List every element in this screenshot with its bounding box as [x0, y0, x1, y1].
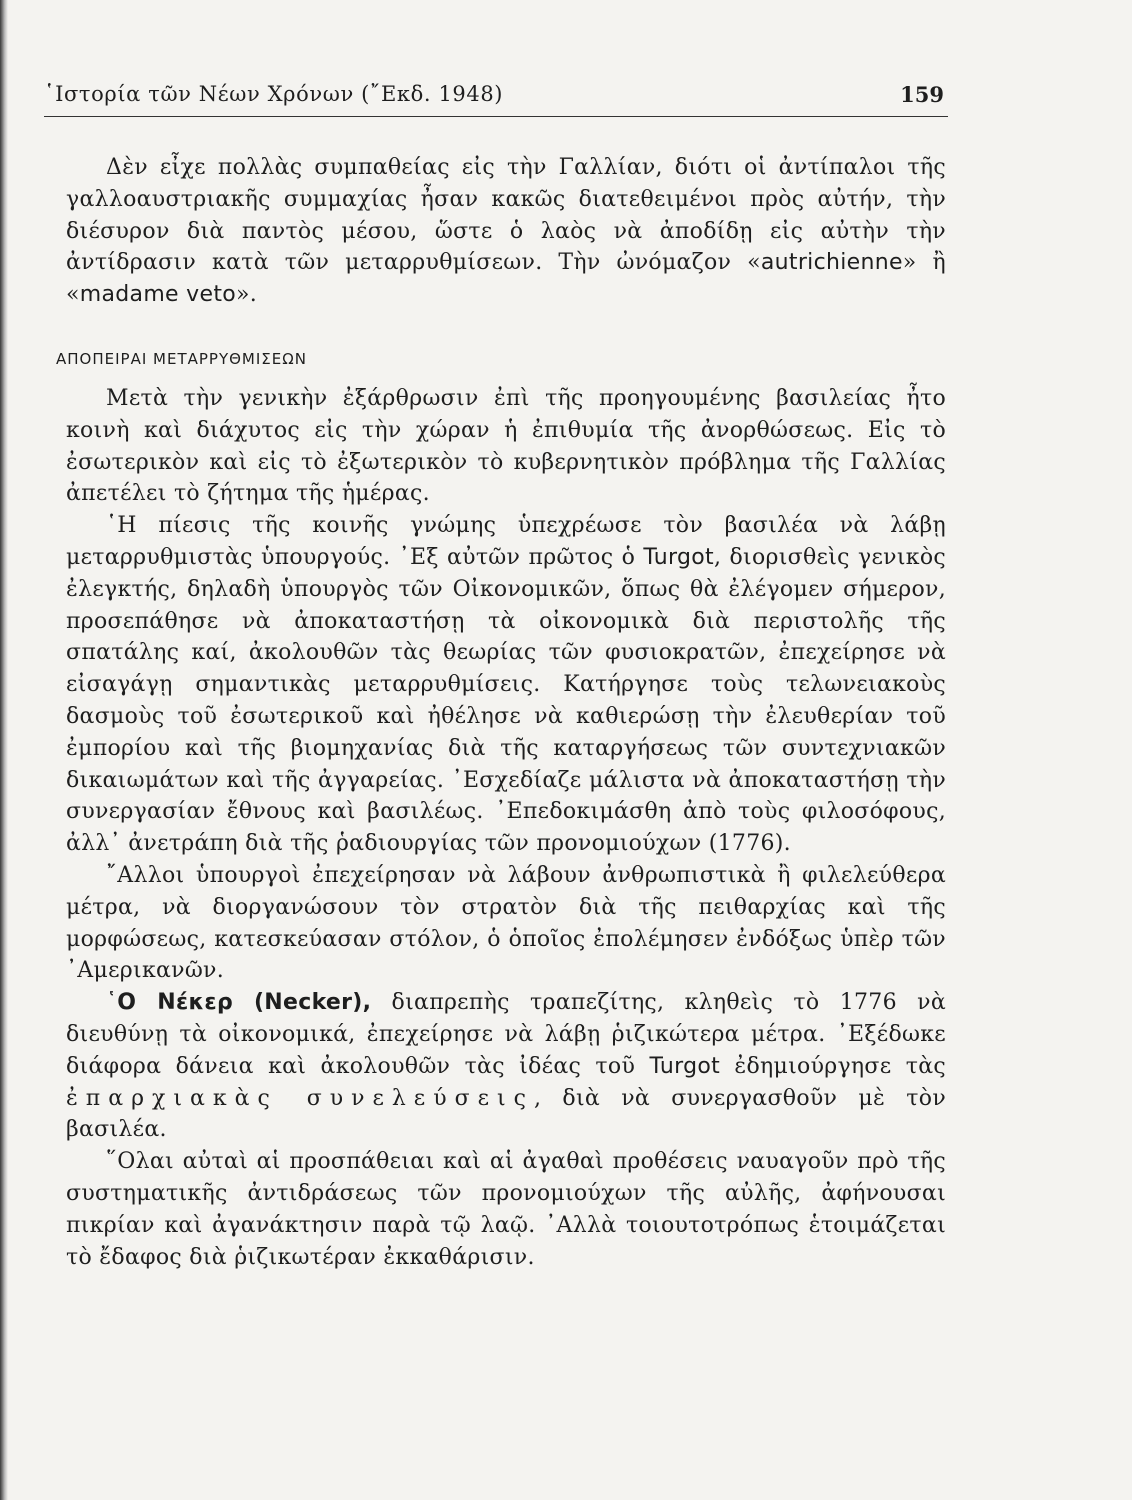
paragraph-turgot: ῾Η πίεσις τῆς κοινῆς γνώμης ὑπεχρέωσε τὸν βασιλέα νὰ λάβῃ μεταρρυθμιστὰς ὑπουργούς. ᾿Εξ αὐτῶν πρῶτος ὁ Turgot, διορισθεὶς γενικὸς ἐλεγκτής, δηλαδὴ ὑπουργὸς τῶν Οἰκονομικῶν, ὅπως θὰ ἐλέγομεν σήμερον, προσεπάθησε νὰ ἀποκαταστήσῃ τὰ οἰκονομικὰ διὰ περιστολῆς τῆς σπατάλης καί, ἀκολουθῶν τὰς θεωρίας τῶν φυσιοκρατῶν, ἐπεχείρησε νὰ εἰσαγάγῃ σημαντικὰς μεταρρυθμίσεις. Κατήργησε τοὺς τελωνειακοὺς δασμοὺς τοῦ ἐσωτερικοῦ καὶ ἠθέλησε νὰ καθιερώσῃ τὴν ἐλευθερίαν τοῦ ἐμπορίου καὶ τῆς βιομηχανίας διὰ τῆς καταργήσεως τῶν συντεχνιακῶν δικαιωμάτων καὶ τῆς ἀγγαρείας. ᾿Εσχεδίαζε μάλιστα νὰ ἀποκαταστήσῃ τὴν συνεργασίαν ἔθνους καὶ βασιλέως. ᾿Επεδοκιμάσθη ἀπὸ τοὺς φιλοσόφους, ἀλλ᾿ ἀνετράπη διὰ τῆς ῥαδιουργίας τῶν προνομιούχων (1776).: [66, 513, 946, 857]
running-title: ῾Ιστορία τῶν Νέων Χρόνων (῎Εκδ. 1948): [44, 82, 504, 106]
section-heading: ΑΠΟΠΕΙΡΑΙ ΜΕΤΑΡΡΥΘΜΙΣΕΩΝ: [56, 349, 307, 368]
latin-term-madame-veto: madame veto: [79, 282, 237, 308]
paragraph-other-ministers: ῎Αλλοι ὑπουργοὶ ἐπεχείρησαν νὰ λάβουν ἀνθρωπιστικὰ ἢ φιλελεύθερα μέτρα, νὰ διοργανώσουν τὸν στρατὸν διὰ τῆς πειθαρχίας καὶ τῆς μορφώσεως, κατεσκεύασαν στόλον, ὁ ὁποῖος ἐπολέμησεν ἐνδόξως ὑπὲρ τῶν ᾿Αμερικανῶν.: [66, 862, 946, 984]
name-turgot-2: Turgot: [649, 1053, 721, 1079]
page-binding-edge: [0, 0, 8, 1500]
page-header: [44, 80, 948, 117]
page-body: [56, 152, 947, 1273]
spaced-term: ἐπαρχιακὰς συνελεύσεις: [66, 1085, 534, 1111]
name-turgot: Turgot: [643, 544, 714, 570]
paragraph-reform-desire: Μετὰ τὴν γενικὴν ἐξάρθρωσιν ἐπὶ τῆς προηγουμένης βασιλείας ἦτο κοινὴ καὶ διάχυτος εἰς τὴν χώραν ἡ ἐπιθυμία τῆς ἀνορθώσεως. Εἰς τὸ ἐσωτερικὸν καὶ εἰς τὸ ἐξωτερικὸν τὸ κυβερνητικὸν πρόβλημα τῆς Γαλλίας ἀπετέλει τὸ ζήτημα τῆς ἡμέρας.: [66, 385, 946, 507]
page-number: 159: [900, 82, 944, 107]
name-necker: ῾Ο Νέκερ (Necker),: [106, 990, 372, 1016]
paragraph-necker: ῾Ο Νέκερ (Necker), διαπρεπὴς τραπεζίτης, κληθεὶς τὸ 1776 νὰ διευθύνῃ τὰ οἰκονομικά, ἐπεχείρησε νὰ λάβῃ ῥιζικώτερα μέτρα. ᾿Εξέδωκε διάφορα δάνεια καὶ ἀκολουθῶν τὰς ἰδέας τοῦ Turgot ἐδημιούργησε τὰς ἐπαρχιακὰς συνελεύσεις, διὰ νὰ συνεργασθοῦν μὲ τὸν βασιλέα.: [66, 990, 947, 1143]
intro-paragraph: Δὲν εἶχε πολλὰς συμπαθείας εἰς τὴν Γαλλίαν, διότι οἱ ἀντίπαλοι τῆς γαλλοαυστριακῆς συμμαχίας ἦσαν κακῶς διατεθειμένοι πρὸς αὐτήν, τὴν διέσυρον διὰ παντὸς μέσου, ὥστε ὁ λαὸς νὰ ἀποδίδῃ εἰς αὐτὴν τὴν ἀντίδρασιν κατὰ τῶν μεταρρυθμίσεων. Τὴν ὠνόμαζον «autrichienne» ἢ «madame veto».: [66, 155, 946, 308]
paragraph-conclusion: ῞Ολαι αὐταὶ αἱ προσπάθειαι καὶ αἱ ἀγαθαὶ προθέσεις ναυαγοῦν πρὸ τῆς συστηματικῆς ἀντιδράσεως τῶν προνομιούχων τῆς αὐλῆς, ἀφήνουσαι πικρίαν καὶ ἀγανάκτησιν παρὰ τῷ λαῷ. ᾿Αλλὰ τοιουτοτρόπως ἑτοιμάζεται τὸ ἔδαφος διὰ ῥιζικωτέραν ἐκκαθάρισιν.: [66, 1149, 946, 1270]
latin-term-autrichienne: autrichienne: [760, 250, 903, 276]
